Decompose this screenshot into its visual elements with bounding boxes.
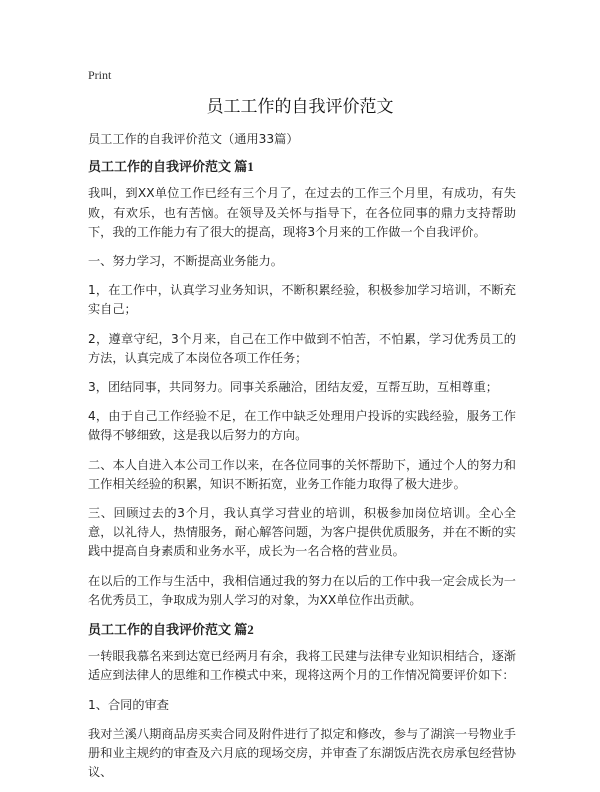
paragraph: 2，遵章守纪，3个月来，自己在工作中做到不怕苦，不怕累，学习优秀员工的方法，认真完成了本岗位各项工作任务； bbox=[88, 331, 516, 365]
document-title: 员工工作的自我评价范文 bbox=[206, 97, 394, 117]
print-label: Print bbox=[88, 68, 112, 82]
paragraph: 一、努力学习，不断提高业务能力。 bbox=[88, 254, 283, 269]
paragraph: 1，在工作中，认真学习业务知识，不断积累经验，积极参加学习培训，不断充实自己； bbox=[88, 283, 516, 317]
paragraph: 3，团结同事，共同努力。同事关系融洽，团结友爱，互帮互助，互相尊重； bbox=[88, 380, 498, 395]
section-heading: 员工工作的自我评价范文 篇2 bbox=[88, 622, 254, 638]
paragraph: 我叫，到XX单位工作已经有三个月了，在过去的工作三个月里，有成功，有失败，有欢乐，也有苦恼。在领导及关怀与指导下，在各位同事的鼎力支持帮助下，我的工作能力有了很大的提高，现将3个月来的工作做一个自我评价。 bbox=[88, 186, 516, 239]
document-body bbox=[88, 130, 516, 792]
paragraph: 我对兰溪八期商品房买卖合同及附件进行了拟定和修改，参与了湖滨一号物业手册和业主规约的审查及六月底的现场交房，并审查了东湖饭店洗衣房承包经营协议、 bbox=[88, 726, 516, 780]
paragraph: 二、本人自进入本公司工作以来，在各位同事的关怀帮助下，通过个人的努力和工作相关经验的积累，知识不断拓宽，业务工作能力取得了极大进步。 bbox=[88, 457, 516, 491]
paragraph: 1、合同的审查 bbox=[88, 697, 169, 712]
paragraph: 一转眼我慕名来到达宽已经两月有余，我将工民建与法律专业知识相结合，逐渐适应到法律人的思维和工作模式中来，现将这两个月的工作情况简要评价如下： bbox=[88, 649, 516, 683]
paragraph: 三、回顾过去的3个月，我认真学习营业的培训，积极参加岗位培训。全心全意，以礼待人，热情服务，耐心解答问题，为客户提供优质服务，并在不断的实践中提高自身素质和业务水平，成长为一名合格的营业员。 bbox=[88, 506, 516, 559]
paragraph: 在以后的工作与生活中，我相信通过我的努力在以后的工作中我一定会成长为一名优秀员工，争取成为别人学习的对象，为XX单位作出贡献。 bbox=[88, 573, 516, 607]
paragraph: 4，由于自己工作经验不足，在工作中缺乏处理用户投诉的实践经验，服务工作做得不够细致，这是我以后努力的方向。 bbox=[88, 409, 516, 443]
section-heading: 员工工作的自我评价范文 篇1 bbox=[88, 159, 254, 175]
document-subtitle: 员工工作的自我评价范文（通用33篇） bbox=[88, 132, 299, 146]
